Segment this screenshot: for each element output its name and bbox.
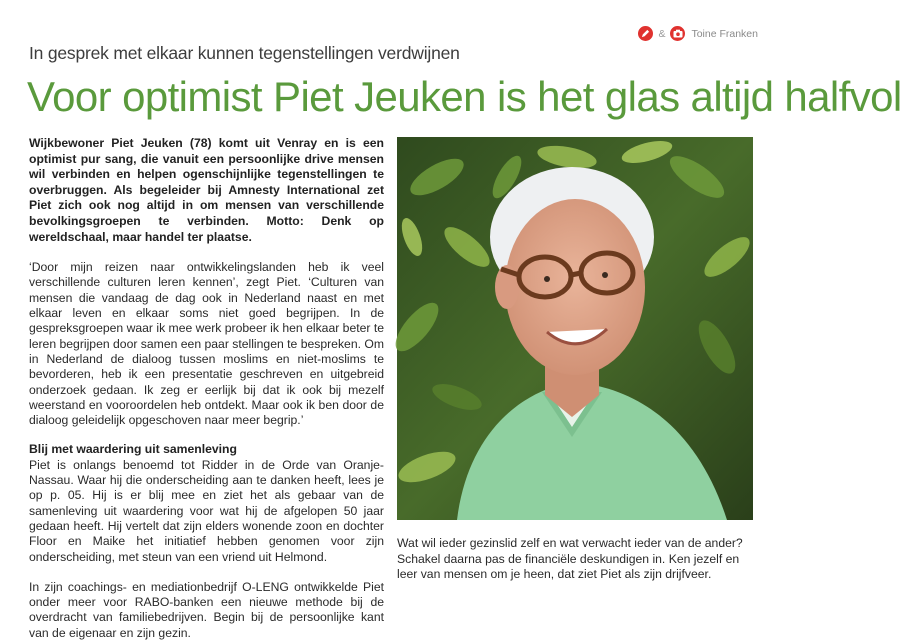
quote-paragraph: ‘Door mijn reizen naar ontwikkelingslanden heb ik veel verschillende culturen leren kennen’, zegt Piet. ‘Culturen van mensen die vandaag de dag ook in Nederland naast en met elkaar leven en elkaar soms niet goed begrijpen. In de gespreksgroepen waar ik mee werk probeer ik hen elkaar beter te leren begrijpen door samen een paar stellingen te bespreken. Om in Nederland de dialoog tussen moslims en niet-moslims te bevorderen, heb ik een presentatie geschreven en uitgebreid onderzoek gedaan. Ik zeg er eerlijk bij dat ik ook bij mezelf weerstand en vooroordelen heb ontdekt. Maar ook ik ben door de dialoog geleidelijk opgeschoven naar meer begrip.’ xyxy=(29,260,385,428)
author-name: Toine Franken xyxy=(691,27,758,40)
pen-icon xyxy=(638,26,653,41)
intro-paragraph: Wijkbewoner Piet Jeuken (78) komt uit Venray en is een optimist pur sang, die vanuit een persoonlijke drive mensen wil verbinden en helpen ogenschijnlijke tegenstellingen te overbruggen. Als begeleider bij Amnesty International zet Piet zich ook nog altijd in om mensen van verschillende bevolkingsgroepen te verbinden. Motto: Denk op wereldschaal, maar handel ter plaatse. xyxy=(29,136,384,244)
business-paragraph: In zijn coachings- en mediationbedrijf O-LENG ontwikkelde Piet onder meer voor RABO-banken een nieuwe methode bij de overdracht van familiebedrijven. Begin bij de persoonlijke kant van de eigenaar en zijn gezin. xyxy=(29,579,384,640)
author-credit xyxy=(638,26,758,41)
honor-paragraph: Piet is onlangs benoemd tot Ridder in de Orde van Oranje-Nassau. Waar hij die onderscheiding aan te danken heeft, lees je op p. 05. Hij is er blij mee en ziet het als gebaar van de samenleving uit waardering voor wat hij de afgelopen 50 jaar gedaan heeft. Hij vertelt dat zijn elders wonende zoon en dochter Floor en Maike het initiatief hebben genomen voor zijn onderscheiding, met steun van een vriend uit Helmond. xyxy=(29,457,384,564)
camera-icon xyxy=(670,26,685,41)
closing-paragraph: Wat wil ieder gezinslid zelf en wat verwacht ieder van de ander? Schakel daarna pas de financiële deskundigen in. Ken jezelf en leer van mensen om je heen, dat ziet Piet als zijn drijfveer. xyxy=(397,536,743,582)
portrait-photo xyxy=(397,137,753,520)
credit-ampersand: & xyxy=(658,27,666,40)
article-body xyxy=(29,136,384,641)
headline: Voor optimist Piet Jeuken is het glas altijd halfvol xyxy=(27,73,902,120)
subheading: Blij met waardering uit samenleving xyxy=(29,442,237,457)
kicker: In gesprek met elkaar kunnen tegenstellingen verdwijnen xyxy=(29,43,460,63)
